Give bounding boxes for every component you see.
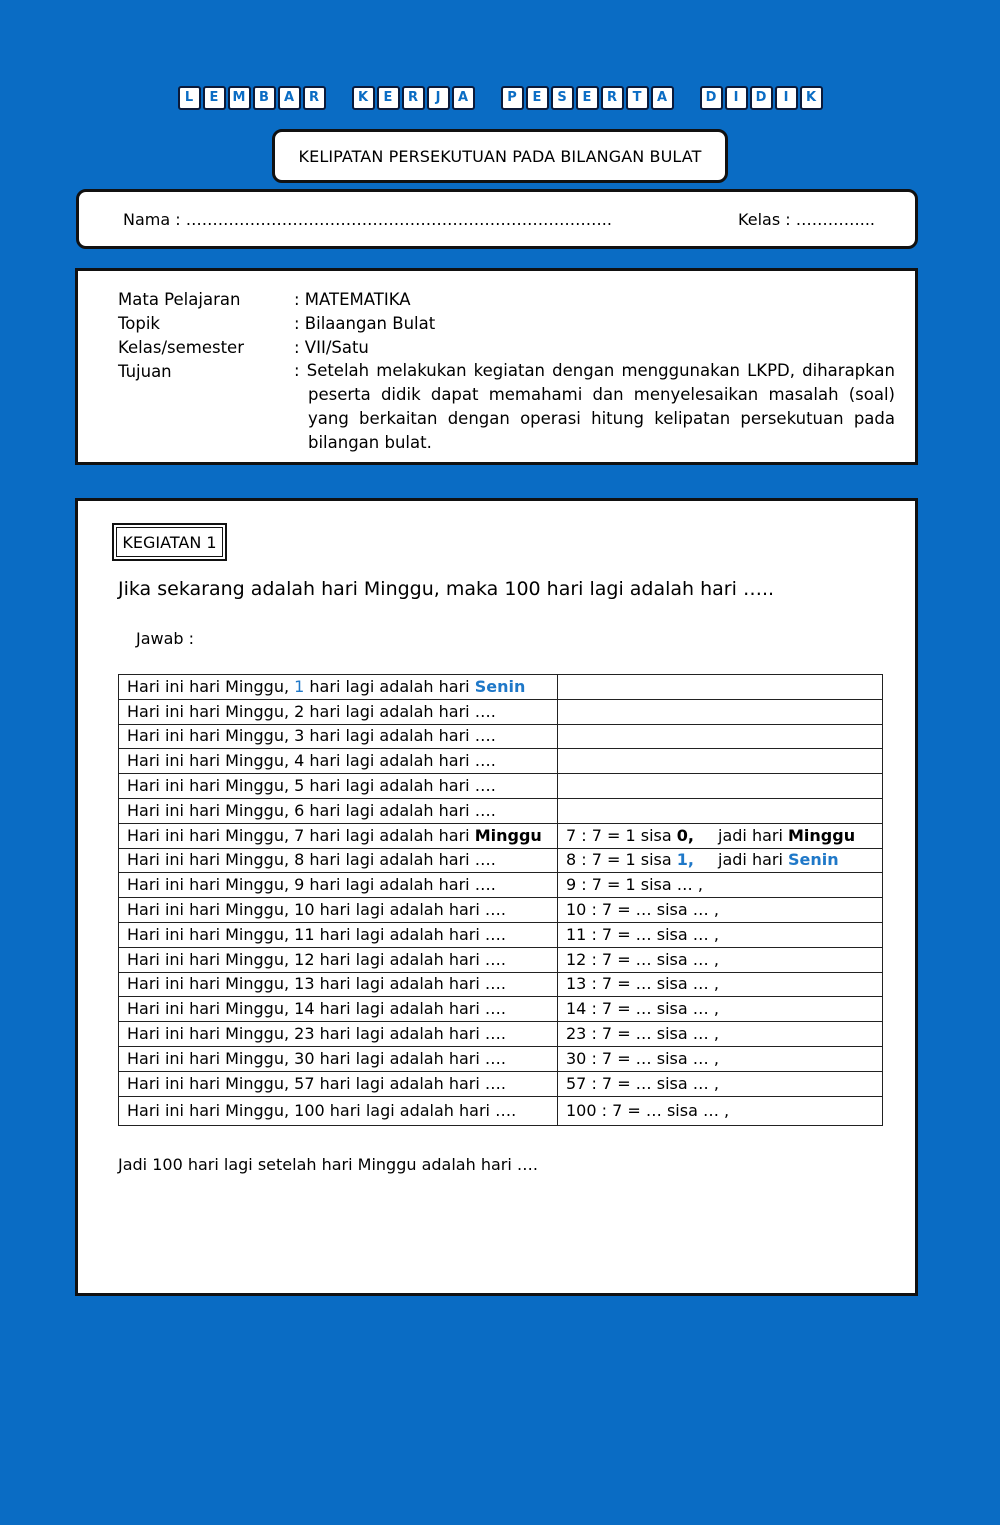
title-letter: M <box>228 86 251 110</box>
calculation-cell[interactable] <box>558 724 883 749</box>
table-row <box>119 1071 883 1096</box>
question-text: 1 <box>294 676 305 696</box>
question-text: hari lagi adalah hari …. <box>324 1100 517 1120</box>
table-row <box>119 848 883 873</box>
table-row <box>119 749 883 774</box>
question-cell <box>119 699 558 724</box>
question-cell <box>119 922 558 947</box>
question-text: hari lagi adalah hari …. <box>314 900 506 920</box>
title-word <box>699 86 824 110</box>
subject-info-box <box>75 268 918 465</box>
table-row <box>119 898 883 923</box>
question-cell <box>119 1096 558 1125</box>
question-cell <box>119 972 558 997</box>
conclusion-text[interactable]: Jadi 100 hari lagi setelah hari Minggu adalah hari …. <box>118 1155 538 1174</box>
title-letter: E <box>576 86 599 110</box>
question-text: Hari ini hari Minggu, <box>127 751 295 771</box>
title-letter: E <box>377 86 400 110</box>
question-text: Hari ini hari Minggu, <box>127 974 295 994</box>
question-text: 100 <box>294 1100 325 1120</box>
question-text: 2 <box>294 701 305 721</box>
question-text: Hari ini hari Minggu, <box>127 850 295 870</box>
question-text: hari lagi adalah hari …. <box>314 924 506 944</box>
question-cell <box>119 724 558 749</box>
question-text: 5 <box>294 776 305 796</box>
question-text: 23 <box>294 1024 315 1044</box>
question-text: hari lagi adalah hari …. <box>314 1073 506 1093</box>
table-row <box>119 798 883 823</box>
question-cell <box>119 774 558 799</box>
question-text: Hari ini hari Minggu, <box>127 800 295 820</box>
table-row <box>119 675 883 700</box>
question-text: 3 <box>294 726 305 746</box>
title-letter: L <box>178 86 201 110</box>
question-text: Hari ini hari Minggu, <box>127 924 295 944</box>
info-value: : MATEMATIKA <box>294 290 411 309</box>
question-text: hari lagi adalah hari <box>304 825 475 845</box>
goal-text: : Setelah melakukan kegiatan dengan menggunakan LKPD, diharapkan peserta didik dapat memahami dan menyelesaikan masalah (soal) yang berkaitan dengan operasi hitung kelipatan persekutuan pada bilangan bulat. <box>294 361 895 452</box>
calc-text: 8 : 7 = 1 sisa <box>566 850 677 870</box>
question-text: hari lagi adalah hari …. <box>314 949 506 969</box>
title-letter: E <box>203 86 226 110</box>
question-text: Hari ini hari Minggu, <box>127 1024 295 1044</box>
question-cell <box>119 947 558 972</box>
info-label: Tujuan <box>118 362 172 381</box>
question-text: 11 <box>294 924 315 944</box>
question-text: 7 <box>294 825 305 845</box>
calc-text: 23 : 7 = … sisa … , <box>566 1024 719 1044</box>
activity-question: Jika sekarang adalah hari Minggu, maka 100 hari lagi adalah hari ….. <box>118 578 775 600</box>
title-word <box>177 86 327 110</box>
question-text: 4 <box>294 751 305 771</box>
table-row <box>119 724 883 749</box>
table-row <box>119 947 883 972</box>
question-text: hari lagi adalah hari …. <box>304 751 496 771</box>
calculation-cell[interactable] <box>558 972 883 997</box>
calculation-cell[interactable] <box>558 873 883 898</box>
title-letter: A <box>278 86 301 110</box>
question-text: hari lagi adalah hari …. <box>304 850 496 870</box>
calculation-cell[interactable] <box>558 699 883 724</box>
table-row <box>119 922 883 947</box>
question-text: Hari ini hari Minggu, <box>127 776 295 796</box>
calc-text: 9 : 7 = 1 sisa … , <box>566 875 703 895</box>
question-text: Hari ini hari Minggu, <box>127 1048 295 1068</box>
calculation-cell[interactable] <box>558 997 883 1022</box>
question-cell <box>119 823 558 848</box>
question-cell <box>119 675 558 700</box>
question-text: hari lagi adalah hari …. <box>314 999 506 1019</box>
calc-text: 13 : 7 = … sisa … , <box>566 974 719 994</box>
calculation-cell[interactable] <box>558 675 883 700</box>
question-cell <box>119 873 558 898</box>
info-label: Mata Pelajaran <box>118 290 241 309</box>
title-letter: S <box>551 86 574 110</box>
question-text: hari lagi adalah hari …. <box>314 1024 506 1044</box>
question-text: 9 <box>294 875 305 895</box>
calculation-cell[interactable] <box>558 1046 883 1071</box>
calculation-cell[interactable] <box>558 1022 883 1047</box>
calculation-cell[interactable] <box>558 1071 883 1096</box>
question-cell <box>119 798 558 823</box>
subtitle-box <box>272 129 728 183</box>
calculation-cell[interactable] <box>558 823 883 848</box>
question-text: Hari ini hari Minggu, <box>127 825 295 845</box>
question-cell <box>119 848 558 873</box>
question-text: 30 <box>294 1048 315 1068</box>
day-answer: Minggu <box>474 825 542 845</box>
question-cell <box>119 1046 558 1071</box>
title-letter: R <box>402 86 425 110</box>
student-info-box <box>76 189 918 249</box>
table-row <box>119 699 883 724</box>
title-letter: R <box>303 86 326 110</box>
name-field[interactable]: Nama : …………………………………………………………………….. <box>123 210 612 229</box>
info-value: : Bilaangan Bulat <box>294 314 436 333</box>
info-label: Kelas/semester <box>118 338 244 357</box>
calc-remainder: 0, <box>676 825 694 845</box>
calculation-cell[interactable] <box>558 947 883 972</box>
calc-text: 57 : 7 = … sisa … , <box>566 1073 719 1093</box>
calc-text: jadi hari <box>718 825 788 845</box>
title-letter: T <box>626 86 649 110</box>
question-text: hari lagi adalah hari …. <box>304 875 496 895</box>
title-letter: R <box>601 86 624 110</box>
table-row <box>119 1096 883 1125</box>
calculation-cell[interactable] <box>558 898 883 923</box>
class-field[interactable]: Kelas : …………... <box>738 210 875 229</box>
question-text: 10 <box>294 900 315 920</box>
question-text: hari lagi adalah hari …. <box>314 1048 506 1068</box>
calculation-cell[interactable] <box>558 798 883 823</box>
calc-text: 10 : 7 = … sisa … , <box>566 900 719 920</box>
question-text: Hari ini hari Minggu, <box>127 875 295 895</box>
calc-text: 11 : 7 = … sisa … , <box>566 924 719 944</box>
question-text: 12 <box>294 949 315 969</box>
subtitle: KELIPATAN PERSEKUTUAN PADA BILANGAN BULAT <box>298 146 702 166</box>
title-letter: A <box>651 86 674 110</box>
question-text: hari lagi adalah hari …. <box>304 701 496 721</box>
title-letter: J <box>427 86 450 110</box>
question-text: 14 <box>294 999 315 1019</box>
table-row <box>119 774 883 799</box>
calc-day: Minggu <box>788 825 856 845</box>
question-text: 57 <box>294 1073 315 1093</box>
title-letter: D <box>700 86 723 110</box>
question-text: Hari ini hari Minggu, <box>127 1073 295 1093</box>
question-text: Hari ini hari Minggu, <box>127 726 295 746</box>
question-text: 8 <box>294 850 305 870</box>
table-row <box>119 873 883 898</box>
table-row <box>119 997 883 1022</box>
title-word <box>351 86 476 110</box>
table-row <box>119 823 883 848</box>
title-letter: A <box>452 86 475 110</box>
worksheet-title <box>0 86 1000 110</box>
question-text: 13 <box>294 974 315 994</box>
calc-day: Senin <box>788 850 839 870</box>
answer-table <box>118 674 883 1126</box>
info-label: Topik <box>118 314 160 333</box>
answer-label: Jawab : <box>136 629 195 648</box>
question-cell <box>119 749 558 774</box>
question-text: hari lagi adalah hari …. <box>304 776 496 796</box>
question-cell <box>119 898 558 923</box>
title-letter: D <box>750 86 773 110</box>
question-text: Hari ini hari Minggu, <box>127 999 295 1019</box>
calc-text: 7 : 7 = 1 sisa <box>566 825 677 845</box>
title-letter: K <box>352 86 375 110</box>
calculation-cell[interactable] <box>558 848 883 873</box>
calc-text: 14 : 7 = … sisa … , <box>566 999 719 1019</box>
calc-text: 12 : 7 = … sisa … , <box>566 949 719 969</box>
question-text: hari lagi adalah hari …. <box>314 974 506 994</box>
table-row <box>119 1046 883 1071</box>
title-word <box>500 86 675 110</box>
calculation-cell[interactable] <box>558 922 883 947</box>
calc-remainder: 1, <box>676 850 694 870</box>
title-letter: K <box>800 86 823 110</box>
table-row <box>119 1022 883 1047</box>
question-cell <box>119 997 558 1022</box>
calculation-cell[interactable] <box>558 774 883 799</box>
calc-text: 30 : 7 = … sisa … , <box>566 1048 719 1068</box>
title-letter: I <box>725 86 748 110</box>
question-cell <box>119 1071 558 1096</box>
title-letter: B <box>253 86 276 110</box>
calculation-cell[interactable] <box>558 1096 883 1125</box>
title-letter: I <box>775 86 798 110</box>
question-text: 6 <box>294 800 305 820</box>
title-letter: P <box>501 86 524 110</box>
question-text: Hari ini hari Minggu, <box>127 949 295 969</box>
day-answer: Senin <box>474 676 526 696</box>
activity-label: KEGIATAN 1 <box>112 523 227 561</box>
question-text: Hari ini hari Minggu, <box>127 701 295 721</box>
question-cell <box>119 1022 558 1047</box>
question-text: Hari ini hari Minggu, <box>127 900 295 920</box>
calc-text: 100 : 7 = … sisa … , <box>566 1100 730 1120</box>
question-text: hari lagi adalah hari …. <box>304 800 496 820</box>
table-row <box>119 972 883 997</box>
title-letter: E <box>526 86 549 110</box>
calculation-cell[interactable] <box>558 749 883 774</box>
question-text: hari lagi adalah hari <box>304 676 475 696</box>
question-text: hari lagi adalah hari …. <box>304 726 496 746</box>
info-value: : VII/Satu <box>294 338 369 357</box>
activity-box <box>75 498 918 1296</box>
calc-text: jadi hari <box>718 850 788 870</box>
question-text: Hari ini hari Minggu, <box>127 1100 295 1120</box>
question-text: Hari ini hari Minggu, <box>127 676 295 696</box>
